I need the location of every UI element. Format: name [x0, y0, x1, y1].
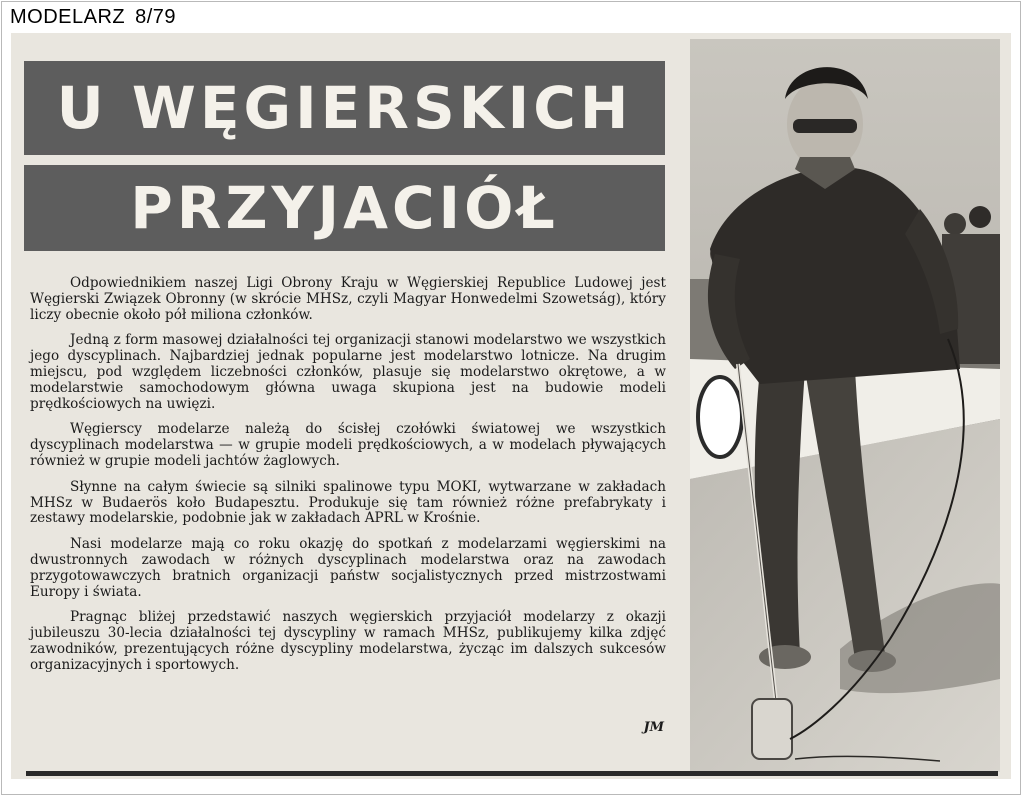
title-band-1: [24, 61, 665, 155]
article-title-line-1: U WĘGIERSKICH: [56, 74, 633, 142]
article-paragraph: Odpowiednikiem naszej Ligi Obrony Kraju w Węgierskiej Republice Ludowej jest Węgierski Związek Obronny (w skrócie MHSz, czyli Magyar Honwedelmi Szowetság), który liczy obecnie około pół miliona członków.: [30, 275, 666, 323]
article-paragraph: Nasi modelarze mają co roku okazję do spotkań z modelarzami węgierskimi na dwustronnych zawodach w różnych dyscyplinach modelarstwa oraz na zawodach przygotowawczych bratnich organizacji państw socjalistycznych przed mistrzostwami Europy i świata.: [30, 536, 666, 600]
magazine-name: MODELARZ: [10, 6, 126, 28]
article-body: [30, 276, 666, 674]
issue-number: 8/79: [135, 6, 177, 28]
bottom-rule: [26, 771, 998, 776]
article-photo: [690, 39, 1000, 772]
article-paragraph: Węgierscy modelarze należą do ścisłej czołówki światowej we wszystkich dyscyplinach modelarstwa — w grupie modeli prędkościowych, a w modelach pływających również w grupie modeli jachtów żaglowych.: [30, 421, 666, 469]
magazine-header: [10, 6, 176, 29]
article-title-line-2: PRZYJACIÓŁ: [130, 174, 559, 242]
article-paragraph: Pragnąc bliżej przedstawić naszych węgierskich przyjaciół modelarzy z okazji jubileuszu 30-lecia działalności tej dyscypliny w ramach MHSz, publikujemy kilka zdjęć zawodników, prezentujących różne dyscypliny modelarstwa, życząc im dalszych sukcesów organizacyjnych i sportowych.: [30, 609, 666, 673]
author-signature: JM: [643, 720, 664, 735]
article-paragraph: Słynne na całym świecie są silniki spalinowe typu MOKI, wytwarzane w zakładach MHSz w Budaerös koło Budapesztu. Produkuje się tam również różne prefabrykaty i zestawy modelarskie, podobnie jak w zakładach APRL w Krośnie.: [30, 478, 666, 527]
article-paragraph: Jedną z form masowej działalności tej organizacji stanowi modelarstwo we wszystkich jego dyscyplinach. Najbardziej jednak popularne jest modelarstwo lotnicze. Na drugim miejscu, pod względem liczebności członków, plasuje się modelarstwo okrętowe, a w modelarstwie samochodowym główna uwaga skupiona jest na budowie modeli prędkościowych na uwięzi.: [30, 332, 666, 412]
title-band-2: [24, 165, 665, 251]
